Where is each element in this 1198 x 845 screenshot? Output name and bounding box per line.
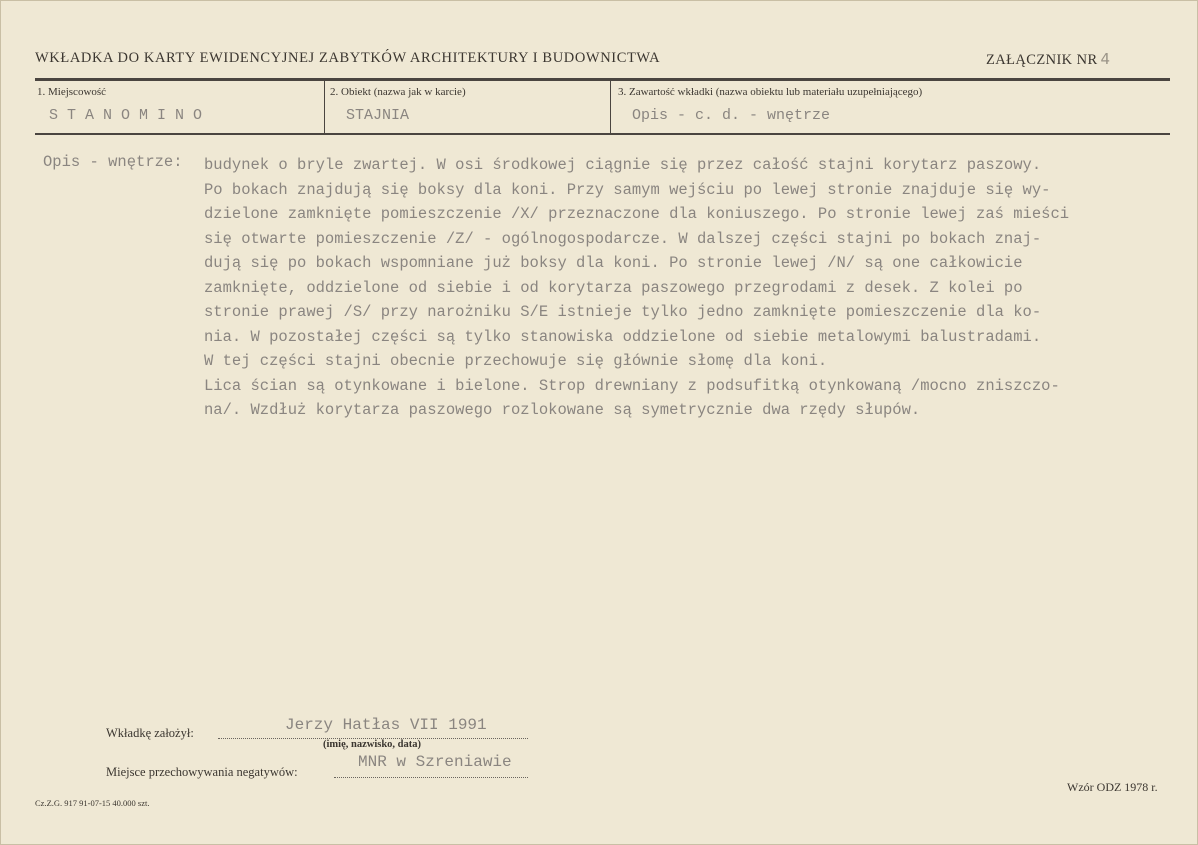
attachment-label: ZAŁĄCZNIK NR [986, 52, 1098, 68]
description-line: Po bokach znajdują się boksy dla koni. Przy samym wejściu po lewej stronie znajduje się wy- [204, 180, 1051, 199]
description-line: na/. Wzdłuż korytarza paszowego rozlokowane są symetrycznie dwa rzędy słupów. [204, 401, 921, 419]
locality-label: 1. Miejscowość [37, 86, 107, 98]
author-value: Jerzy Hatłas VII 1991 [285, 716, 487, 734]
attachment-number [986, 50, 1110, 69]
author-hint: (imię, nazwisko, data) [323, 739, 421, 750]
description-line: stronie prawej /S/ przy narożniku S/E istnieje tylko jedno zamknięte pomieszczenie dla ko- [204, 303, 1042, 321]
contents-label: 3. Zawartość wkładki (nazwa obiektu lub materiału uzupełniającego) [618, 86, 923, 98]
negatives-value: MNR w Szreniawie [358, 753, 512, 771]
locality-value: STANOMINO [49, 107, 212, 124]
description-label: Opis - wnętrze: [43, 153, 183, 171]
description-line: zamknięte, oddzielone od siebie i od korytarza paszowego przegrodami z desek. Z kolei po [204, 278, 1023, 297]
column-separator [610, 81, 611, 133]
author-label: Wkładkę założył: [106, 726, 194, 740]
object-label: 2. Obiekt (nazwa jak w karcie) [330, 86, 466, 98]
description-line: się otwarte pomieszczenie /Z/ - ogólnogospodarcze. W dalszej części stajni po bokach znaj- [204, 229, 1042, 248]
description-text [204, 153, 1144, 423]
form-code: Wzór ODZ 1978 r. [1067, 780, 1158, 794]
negatives-label: Miejsce przechowywania negatywów: [106, 765, 298, 779]
print-info: Cz.Z.G. 917 91-07-15 40.000 szt. [35, 798, 150, 808]
description-line: budynek o bryle zwartej. W osi środkowej ciągnie się przez całość stajni korytarz paszowy. [204, 156, 1042, 174]
description-line: dują się po bokach wspomniane już boksy dla koni. Po stronie lewej /N/ są one całkowicie [204, 254, 1023, 272]
column-separator [324, 81, 325, 133]
bottom-rule [35, 133, 1170, 135]
description-line: Lica ścian są otynkowane i bielone. Strop drewniany z podsufitką otynkowaną /mocno zniszczo- [204, 376, 1060, 395]
description-line: W tej części stajni obecnie przechowuje się głównie słomę dla koni. [204, 352, 828, 370]
description-line: dzielone zamknięte pomieszczenie /X/ przeznaczone dla koniuszego. Po stronie lewej zaś mieści [204, 205, 1070, 223]
contents-value: Opis - c. d. - wnętrze [632, 107, 831, 124]
attachment-number-value: 4 [1100, 50, 1111, 68]
description-line: nia. W pozostałej części są tylko stanowiska oddzielone od siebie metalowymi balustradami. [204, 327, 1042, 346]
negatives-line [334, 777, 528, 778]
form-title: WKŁADKA DO KARTY EWIDENCYJNEJ ZABYTKÓW ARCHITEKTURY I BUDOWNICTWA [35, 50, 661, 66]
top-rule [35, 78, 1170, 81]
object-value: STAJNIA [346, 107, 410, 124]
